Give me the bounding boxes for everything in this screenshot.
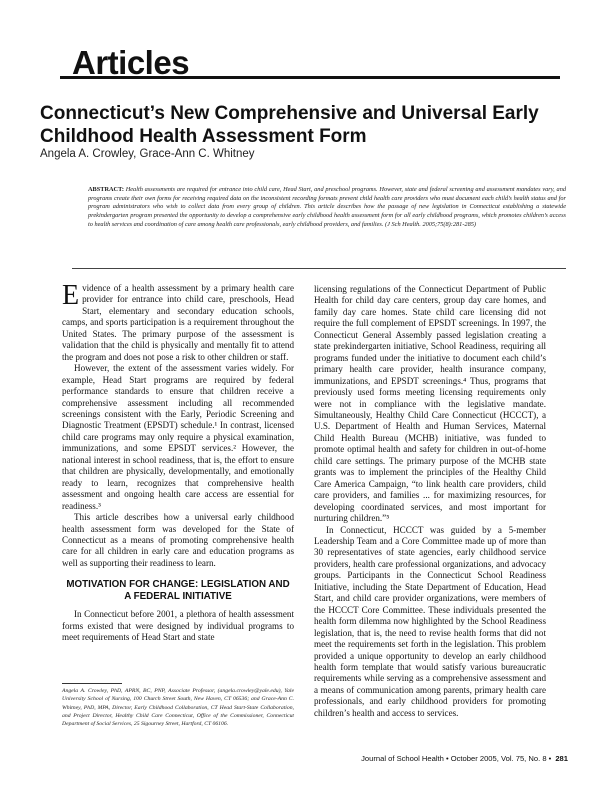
footnote-rule	[62, 683, 122, 684]
body-paragraph-text: vidence of a health assessment by a primary health care provider for entrance into child care, preschools, Head Start, elementary and secondary education schools, camps, and sports participation is a requirement throughout the United States. The primary purpose of the assessment is validation that the child is physically and mentally fit to attend the program and does not pose a risk to other children or staff.	[62, 283, 294, 362]
abstract-citation: (J Sch Health. 2005;75(8):281-285)	[385, 220, 476, 228]
article-title: Connecticut’s New Comprehensive and Universal Early Childhood Health Assessment Form	[40, 103, 539, 147]
section-title: Articles	[72, 44, 190, 81]
section-rule	[60, 76, 560, 79]
abstract-rule	[72, 268, 566, 269]
body-paragraph: In Connecticut, HCCCT was guided by a 5-member Leadership Team and a Core Committee made up of more than 30 representatives of state agencies, early childhood service providers, health care professional organizations, and advocacy groups. Participants in the Connecticut School Readiness Initiative, including the State Department of Education, Head Start, and child care provider organizations, were members of the HCCCT Core Committee. These individuals presented the health form dilemma now highlighted by the School Readiness legislation, that is, the need to revise health forms that did not meet the requirements set forth in the legislation. This problem provided a unique opportunity to develop an early childhood health form template that would satisfy various bureaucratic requirements while serving as a comprehensive assessment and a means of communication among parents, primary health care professionals, and early childhood providers for promoting children’s health and access to services.	[314, 524, 546, 718]
author-footnote: Angela A. Crowley, PhD, APRN, BC, PNP, Associate Professor, (angela.crowley@yale.edu), Yale University School of Nursing, 100 Church Street South, New Haven, CT 06536; and Grace-Ann C. Whitney, PhD, MPA, Director, Early Childhood Collaboration, CT Head Start-State Collaboration, and Project Director, Healthy Child Care Connecticut, Office of the Commissioner, Connecticut Department of Social Services, 25 Sigourney Street, Hartford, CT 06106.	[62, 688, 294, 728]
running-footer	[318, 754, 568, 763]
right-column	[314, 284, 546, 719]
body-paragraph: licensing regulations of the Connecticut Department of Public Health for child day care centers, group day care homes, and family day care homes. State child care licensing did not require the full complement of EPSDT screenings. In 1997, the Connecticut General Assembly passed legislation creating a state prekindergarten initiative, School Readiness, requiring all programs funded under the initiative to document each child’s primary health care provider, health insurance company, immunizations, and EPSDT screenings.⁴ Thus, programs that previously used forms meeting licensing requirements only were not in compliance with the legislative mandate. Simultaneously, Healthy Child Care Connecticut (HCCCT), a U.S. Department of Health and Human Services, Maternal Child Health Bureau (MCHB) initiative, was funded to promote optimal health and safety for children in out-of-home child care settings. The primary purpose of the MCHB state grants was to implement the principles of the Healthy Child Care America Campaign, “to link health care providers, child care providers, and families ... for maximizing resources, for developing coordinated services, and most important for nurturing children.”⁵	[314, 284, 546, 524]
body-paragraph: In Connecticut before 2001, a plethora of health assessment forms existed that were designed by individual programs to meet requirements of Head Start and state	[62, 609, 294, 643]
abstract-text: Health assessments are required for entrance into child care, Head Start, and preschool programs. However, state and federal screening and assessment mandates vary, and programs create their own forms for receiving required data on the inconsistent recording formats prevent child health care providers who must document each child’s health status and for program administrators who wish to collect data from every group of children. This article describes how the passage of new legislation in Connecticut establishing a statewide prekindergarten program presented the opportunity to develop a comprehensive early childhood health assessment form for all early childhood programs, which promotes children’s access to health services and coordination of care among health care professionals, early childhood providers, and families.	[88, 186, 566, 228]
abstract-label: ABSTRACT:	[88, 186, 124, 193]
article-authors: Angela A. Crowley, Grace-Ann C. Whitney	[40, 148, 255, 160]
section-heading: MOTIVATION FOR CHANGE: LEGISLATION AND A FEDERAL INITIATIVE	[66, 579, 290, 603]
page-number: 281	[555, 754, 568, 763]
body-paragraph: This article describes how a universal early childhood health assessment form was developed for the State of Connecticut as a means of promoting comprehensive health care for all children in early care and education programs as well as supporting their readiness to learn.	[62, 512, 294, 568]
body-paragraph: However, the extent of the assessment varies widely. For example, Head Start programs are required by federal performance standards to ensure that children receive a comprehensive assessment including all recommended screenings consistent with the Early, Periodic Screening and Diagnostic Treatment (EPSDT) schedule.¹ In contrast, licensed child care programs may only require a physical examination, immunizations, and some EPSDT services.² However, the national interest in school readiness, that is, the effort to ensure that children are physically, developmentally, and emotionally ready to learn, recognizes that comprehensive health assessment and ongoing health care access are essential for readiness.³	[62, 363, 294, 511]
abstract	[88, 186, 566, 230]
drop-cap: E	[62, 280, 80, 311]
body-paragraph	[62, 280, 294, 363]
left-column	[62, 280, 294, 644]
journal-citation: Journal of School Health • October 2005, Vol. 75, No. 8 •	[361, 754, 552, 763]
